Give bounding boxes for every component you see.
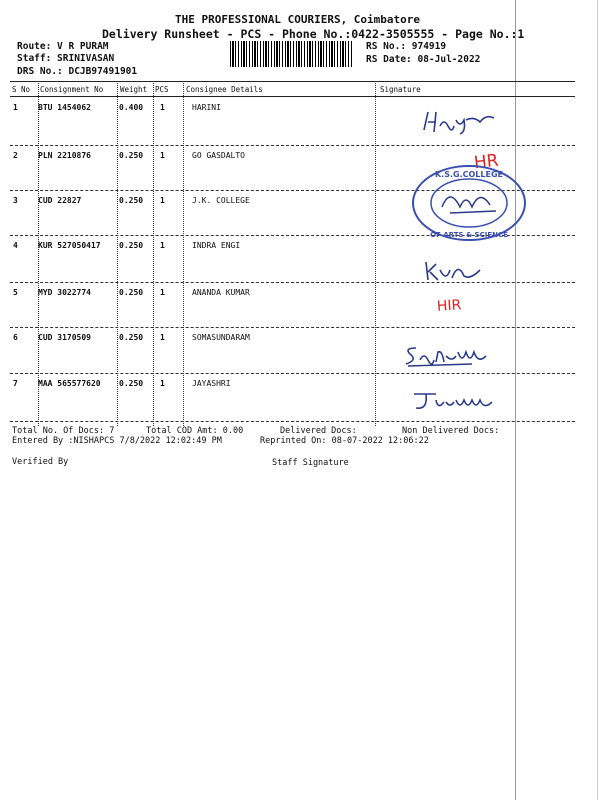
company-title: THE PROFESSIONAL COURIERS, Coimbatore	[175, 13, 421, 26]
col-header-consignee: Consignee Details	[186, 85, 263, 94]
col-sep-3	[153, 81, 154, 426]
col-header-consignment: Consignment No	[40, 85, 104, 94]
college-stamp	[410, 163, 528, 243]
row-consignment: CUD 3170509	[38, 333, 91, 342]
row-sno: 5	[13, 288, 18, 297]
signature-4	[424, 258, 484, 284]
total-docs: Total No. Of Docs: 7	[12, 426, 115, 436]
row-consignee: JAYASHRI	[192, 379, 231, 388]
non-delivered-docs: Non Delivered Docs:	[402, 426, 500, 436]
scan-fold-line	[515, 0, 516, 800]
col-sep-5	[375, 81, 376, 426]
handwritten-mark-row5: HIR	[436, 297, 462, 315]
row-consignment: MAA 565577620	[38, 379, 101, 388]
row-pcs: 1	[160, 241, 165, 250]
delivered-docs: Delivered Docs:	[280, 426, 357, 436]
row-sno: 3	[13, 196, 18, 205]
col-sep-4	[183, 81, 184, 426]
table-top-line	[10, 81, 575, 82]
row-consignment: PLN 2210876	[38, 151, 91, 160]
row-weight: 0.250	[119, 241, 144, 250]
row-consignment: MYD 3022774	[38, 288, 91, 297]
row-weight: 0.400	[119, 103, 144, 112]
col-header-pcs: PCS	[155, 85, 169, 94]
row-sno: 6	[13, 333, 18, 342]
col-header-sno: S No	[12, 85, 31, 94]
table-header-line	[10, 96, 575, 97]
route-label: Route: V R PURAM	[17, 41, 109, 52]
row-sno: 7	[13, 379, 18, 388]
entered-by: Entered By :NISHAPCS 7/8/2022 12:02:49 PM	[12, 436, 222, 446]
row-divider	[10, 145, 575, 146]
row-divider	[10, 327, 575, 328]
staff-label: Staff: SRINIVASAN	[17, 53, 115, 64]
row-weight: 0.250	[119, 151, 144, 160]
row-consignee: J.K. COLLEGE	[192, 196, 250, 205]
row-consignee: SOMASUNDARAM	[192, 333, 250, 342]
page-edge	[597, 0, 598, 800]
row-pcs: 1	[160, 151, 165, 160]
signature-6	[402, 342, 492, 368]
col-sep-2	[117, 81, 118, 426]
row-sno: 4	[13, 241, 18, 250]
row-consignee: INDRA ENGI	[192, 241, 241, 250]
row-pcs: 1	[160, 196, 165, 205]
svg-text:K.S.G.COLLEGE: K.S.G.COLLEGE	[434, 170, 504, 179]
row-consignee: ANANDA KUMAR	[192, 288, 250, 297]
row-weight: 0.250	[119, 333, 144, 342]
row-divider	[10, 373, 575, 374]
rs-number: RS No.: 974919	[366, 41, 447, 52]
col-header-weight: Weight	[120, 85, 148, 94]
row-pcs: 1	[160, 379, 165, 388]
row-weight: 0.250	[119, 196, 144, 205]
row-sno: 2	[13, 151, 18, 160]
reprinted-on: Reprinted On: 08-07-2022 12:06:22	[260, 436, 429, 446]
row-pcs: 1	[160, 333, 165, 342]
row-consignment: KUR 527050417	[38, 241, 101, 250]
row-sno: 1	[13, 103, 18, 112]
row-consignee: HARINI	[192, 103, 221, 112]
row-consignment: CUD 22827	[38, 196, 82, 205]
signature-7	[410, 388, 500, 414]
handwritten-mark-row2: HR	[473, 150, 500, 174]
staff-signature: Staff Signature	[272, 458, 349, 468]
col-sep-1	[38, 81, 39, 426]
svg-text:OF ARTS & SCIENCE: OF ARTS & SCIENCE	[430, 231, 508, 239]
table-bottom-line	[10, 421, 575, 422]
row-divider	[10, 282, 575, 283]
col-header-signature: Signature	[380, 85, 421, 94]
drs-number: DRS No.: DCJB97491901	[17, 66, 138, 77]
row-weight: 0.250	[119, 379, 144, 388]
row-consignment: BTU 1454062	[38, 103, 91, 112]
row-consignee: GO GASDALTO	[192, 151, 245, 160]
runsheet-subtitle: Delivery Runsheet - PCS - Phone No.:0422-3505555 - Page No.:1	[102, 27, 525, 41]
verified-by: Verified By	[12, 457, 69, 467]
rs-date: RS Date: 08-Jul-2022	[366, 54, 481, 65]
row-weight: 0.250	[119, 288, 144, 297]
row-pcs: 1	[160, 288, 165, 297]
signature-1	[420, 108, 500, 136]
barcode	[230, 41, 352, 67]
row-pcs: 1	[160, 103, 165, 112]
total-cod: Total COD Amt: 0.00	[146, 426, 244, 436]
